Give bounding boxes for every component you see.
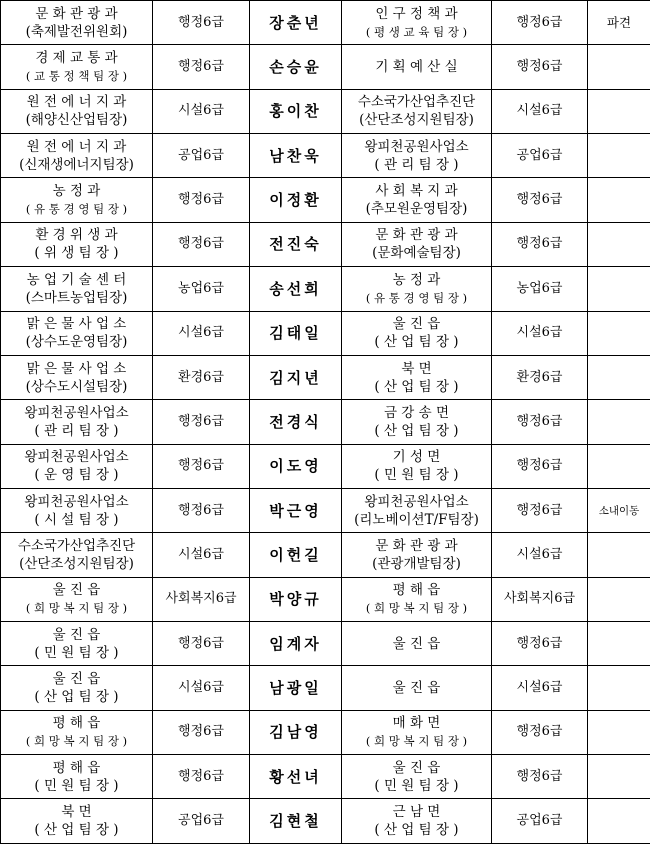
from-department: [1, 400, 153, 444]
to-department-line: 기 성 면: [392, 449, 441, 466]
table-row: [1, 311, 650, 355]
note-cell: [588, 355, 650, 399]
from-department-line: 농 정 과: [52, 183, 101, 200]
from-department-line: 수소국가산업추진단: [17, 537, 136, 554]
note-cell: [588, 222, 650, 266]
person-name: 김지년: [250, 355, 342, 399]
to-department: [342, 444, 492, 488]
from-department-line: (산단조성지원팀장): [19, 555, 134, 572]
person-name: 이도영: [250, 444, 342, 488]
to-department-line: 기 획 예 산 실: [375, 59, 458, 76]
note-cell: 소내이동: [588, 488, 650, 532]
person-name: 김현철: [250, 799, 342, 844]
from-department-line: 환 경 위 생 과: [35, 227, 118, 244]
table-row: [1, 222, 650, 266]
table-row: [1, 178, 650, 222]
from-department-line: ( 교 통 정 책 팀 장 ): [25, 69, 128, 84]
from-department-line: (축제발전위원회): [25, 23, 128, 40]
to-department-line: 울 진 읍: [392, 316, 441, 333]
person-name: 김남영: [250, 710, 342, 754]
from-department-line: 울 진 읍: [52, 626, 101, 643]
from-grade: 행정6급: [153, 45, 250, 89]
to-department-line: (관광개발팀장): [372, 555, 461, 572]
to-department: [342, 267, 492, 311]
to-grade: 행정6급: [492, 222, 588, 266]
note-cell: [588, 311, 650, 355]
to-department-line: ( 유 통 경 영 팀 장 ): [365, 290, 468, 305]
from-department-line: (신재생에너지팀장): [19, 156, 134, 173]
from-department: [1, 355, 153, 399]
to-grade: 행정6급: [492, 622, 588, 666]
table-row: [1, 267, 650, 311]
from-grade: 행정6급: [153, 222, 250, 266]
note-cell: [588, 622, 650, 666]
from-grade: 행정6급: [153, 755, 250, 799]
person-name: 홍이찬: [250, 89, 342, 133]
from-grade: 행정6급: [153, 622, 250, 666]
table-row: [1, 89, 650, 133]
person-name: 임계자: [250, 622, 342, 666]
from-department: [1, 1, 153, 45]
table-row: [1, 799, 650, 844]
to-grade: 농업6급: [492, 267, 588, 311]
to-department-line: 왕피천공원사업소: [364, 138, 469, 155]
from-department-line: 북 면: [61, 804, 92, 821]
to-department: [342, 1, 492, 45]
note-cell: [588, 710, 650, 754]
from-department: [1, 311, 153, 355]
from-department-line: ( 희 망 복 지 팀 장 ): [25, 734, 128, 749]
from-department: [1, 666, 153, 710]
from-department: [1, 577, 153, 621]
table-row: [1, 444, 650, 488]
from-department-line: 경 제 교 통 과: [35, 50, 118, 67]
table-row: [1, 533, 650, 577]
from-grade: 시설6급: [153, 89, 250, 133]
to-department-line: (추모원운영팀장): [365, 201, 468, 218]
to-grade: 행정6급: [492, 400, 588, 444]
note-cell: 파견: [588, 1, 650, 45]
from-department-line: (상수도시설팀장): [25, 378, 128, 395]
from-department-line: 평 해 읍: [52, 759, 101, 776]
from-department-line: 울 진 읍: [52, 671, 101, 688]
to-department: [342, 710, 492, 754]
from-grade: 환경6급: [153, 355, 250, 399]
to-department-line: 수소국가산업추진단: [357, 94, 476, 111]
table-row: [1, 755, 650, 799]
from-grade: 시설6급: [153, 533, 250, 577]
from-department: [1, 755, 153, 799]
to-department: [342, 666, 492, 710]
to-department: [342, 134, 492, 178]
from-department: [1, 178, 153, 222]
to-department-line: ( 희 망 복 지 팀 장 ): [365, 601, 468, 616]
person-name: 김태일: [250, 311, 342, 355]
to-department-line: 인 구 정 책 과: [375, 5, 458, 22]
from-department-line: 문 화 관 광 과: [35, 5, 118, 22]
from-department-line: 원 전 에 너 지 과: [26, 138, 127, 155]
to-department-line: 문 화 관 광 과: [375, 227, 458, 244]
from-grade: 시설6급: [153, 311, 250, 355]
to-department-line: 울 진 읍: [392, 635, 441, 652]
to-department-line: (문화예술팀장): [372, 245, 461, 262]
from-department-line: 원 전 에 너 지 과: [26, 94, 127, 111]
from-department: [1, 444, 153, 488]
to-department-line: ( 산 업 팀 장 ): [374, 378, 459, 395]
from-department: [1, 267, 153, 311]
to-department-line: 울 진 읍: [392, 680, 441, 697]
from-department-line: ( 운 영 팀 장 ): [34, 467, 119, 484]
to-grade: 행정6급: [492, 488, 588, 532]
to-grade: 시설6급: [492, 311, 588, 355]
to-department: [342, 400, 492, 444]
to-department-line: 농 정 과: [392, 271, 441, 288]
from-department: [1, 222, 153, 266]
to-department-line: (산단조성지원팀장): [359, 112, 474, 129]
from-department: [1, 799, 153, 844]
table-row: [1, 622, 650, 666]
from-department: [1, 533, 153, 577]
from-grade: 행정6급: [153, 1, 250, 45]
personnel-table-body: [1, 1, 650, 844]
person-name: 송선희: [250, 267, 342, 311]
table-row: [1, 488, 650, 532]
person-name: 남광일: [250, 666, 342, 710]
to-grade: 공업6급: [492, 134, 588, 178]
to-grade: 행정6급: [492, 178, 588, 222]
from-department-line: 울 진 읍: [52, 582, 101, 599]
table-row: [1, 400, 650, 444]
from-department-line: (해양신산업팀장): [25, 112, 128, 129]
from-grade: 농업6급: [153, 267, 250, 311]
person-name: 손승윤: [250, 45, 342, 89]
table-row: [1, 710, 650, 754]
table-row: [1, 355, 650, 399]
to-grade: 행정6급: [492, 710, 588, 754]
to-department-line: 울 진 읍: [392, 759, 441, 776]
from-department: [1, 488, 153, 532]
note-cell: [588, 755, 650, 799]
to-department-line: ( 산 업 팀 장 ): [374, 334, 459, 351]
person-name: 남찬욱: [250, 134, 342, 178]
from-department-line: ( 위 생 팀 장 ): [34, 245, 119, 262]
to-grade: 시설6급: [492, 666, 588, 710]
from-department-line: ( 민 원 팀 장 ): [34, 777, 119, 794]
to-department-line: 금 강 송 면: [383, 404, 450, 421]
to-grade: 사회복지6급: [492, 577, 588, 621]
from-department: [1, 710, 153, 754]
from-department-line: 맑 은 물 사 업 소: [26, 360, 127, 377]
to-grade: 공업6급: [492, 799, 588, 844]
to-department: [342, 89, 492, 133]
note-cell: [588, 533, 650, 577]
from-department-line: ( 민 원 팀 장 ): [34, 644, 119, 661]
person-name: 전진숙: [250, 222, 342, 266]
to-department: [342, 488, 492, 532]
table-row: [1, 1, 650, 45]
from-department: [1, 622, 153, 666]
note-cell: [588, 666, 650, 710]
from-department-line: ( 관 리 팀 장 ): [34, 422, 119, 439]
from-grade: 공업6급: [153, 134, 250, 178]
note-cell: [588, 134, 650, 178]
from-grade: 행정6급: [153, 710, 250, 754]
table-row: [1, 666, 650, 710]
note-cell: [588, 444, 650, 488]
to-department: [342, 799, 492, 844]
from-grade: 행정6급: [153, 400, 250, 444]
from-department-line: ( 희 망 복 지 팀 장 ): [25, 601, 128, 616]
from-grade: 사회복지6급: [153, 577, 250, 621]
to-department: [342, 311, 492, 355]
to-department-line: 매 화 면: [392, 715, 441, 732]
from-department-line: 왕피천공원사업소: [24, 404, 129, 421]
to-department: [342, 577, 492, 621]
note-cell: [588, 89, 650, 133]
from-department-line: 왕피천공원사업소: [24, 449, 129, 466]
to-department-line: 문 화 관 광 과: [375, 537, 458, 554]
to-department-line: 근 남 면: [392, 804, 441, 821]
to-grade: 행정6급: [492, 755, 588, 799]
from-grade: 시설6급: [153, 666, 250, 710]
from-department: [1, 89, 153, 133]
note-cell: [588, 45, 650, 89]
to-department: [342, 755, 492, 799]
from-department-line: 농 업 기 술 센 터: [26, 271, 127, 288]
from-department-line: 왕피천공원사업소: [24, 493, 129, 510]
to-grade: 행정6급: [492, 45, 588, 89]
to-department: [342, 622, 492, 666]
to-department-line: ( 산 업 팀 장 ): [374, 822, 459, 839]
from-department-line: ( 산 업 팀 장 ): [34, 822, 119, 839]
to-department-line: 사 회 복 지 과: [375, 183, 458, 200]
table-row: [1, 45, 650, 89]
from-grade: 공업6급: [153, 799, 250, 844]
to-department: [342, 222, 492, 266]
to-grade: 시설6급: [492, 89, 588, 133]
to-department-line: 왕피천공원사업소: [364, 493, 469, 510]
person-name: 박양규: [250, 577, 342, 621]
note-cell: [588, 400, 650, 444]
from-department: [1, 134, 153, 178]
to-department-line: 평 해 읍: [392, 582, 441, 599]
to-department-line: ( 관 리 팀 장 ): [374, 156, 459, 173]
from-department-line: 맑 은 물 사 업 소: [26, 316, 127, 333]
to-department-line: ( 희 망 복 지 팀 장 ): [365, 734, 468, 749]
to-department-line: 북 면: [401, 360, 432, 377]
to-department-line: ( 산 업 팀 장 ): [374, 422, 459, 439]
from-grade: 행정6급: [153, 488, 250, 532]
to-grade: 행정6급: [492, 444, 588, 488]
to-department-line: ( 민 원 팀 장 ): [374, 777, 459, 794]
person-name: 장춘년: [250, 1, 342, 45]
to-department: [342, 533, 492, 577]
from-grade: 행정6급: [153, 444, 250, 488]
person-name: 박근영: [250, 488, 342, 532]
from-department-line: 평 해 읍: [52, 715, 101, 732]
note-cell: [588, 178, 650, 222]
from-department-line: (상수도운영팀장): [25, 334, 128, 351]
note-cell: [588, 799, 650, 844]
to-department-line: ( 민 원 팀 장 ): [374, 467, 459, 484]
person-name: 이헌길: [250, 533, 342, 577]
from-grade: 행정6급: [153, 178, 250, 222]
person-name: 황선녀: [250, 755, 342, 799]
table-row: [1, 577, 650, 621]
person-name: 전경식: [250, 400, 342, 444]
to-department: [342, 355, 492, 399]
from-department-line: ( 시 설 팀 장 ): [34, 511, 119, 528]
from-department-line: (스마트농업팀장): [25, 289, 128, 306]
from-department-line: ( 유 통 경 영 팀 장 ): [25, 202, 128, 217]
note-cell: [588, 577, 650, 621]
person-name: 이정환: [250, 178, 342, 222]
to-department: [342, 45, 492, 89]
to-grade: 행정6급: [492, 1, 588, 45]
from-department: [1, 45, 153, 89]
to-department-line: (리노베이션T/F팀장): [354, 511, 479, 528]
to-department-line: ( 평 생 교 육 팀 장 ): [365, 24, 468, 39]
to-grade: 시설6급: [492, 533, 588, 577]
from-department-line: ( 산 업 팀 장 ): [34, 689, 119, 706]
to-grade: 환경6급: [492, 355, 588, 399]
table-row: [1, 134, 650, 178]
note-cell: [588, 267, 650, 311]
to-department: [342, 178, 492, 222]
